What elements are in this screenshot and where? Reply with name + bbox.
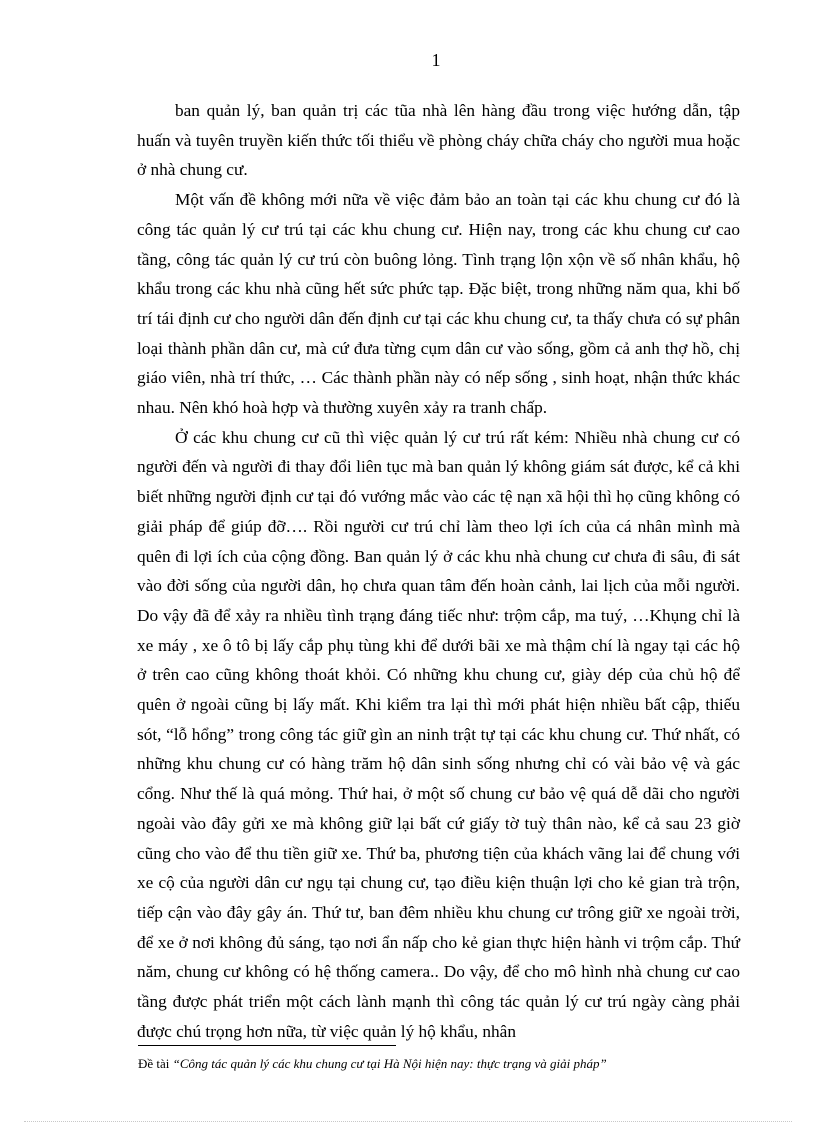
page-bottom-border <box>24 1121 792 1122</box>
footnote-topic: “Công tác quản lý các khu chung cư tại Hà Nội hiện nay: thực trạng và giải pháp” <box>172 1056 607 1071</box>
footnote-separator <box>138 1045 396 1046</box>
paragraph-2: Một vấn đề không mới nữa về việc đảm bảo an toàn tại các khu chung cư đó là công tác quản lý cư trú tại các khu chung cư. Hiện nay, trong các khu chung cư cao tầng, công tác quản lý cư trú còn buông lỏng. Tình trạng lộn xộn về số nhân khẩu, hộ khẩu trong các khu nhà cũng hết sức phức tạp. Đặc biệt, trong những năm qua, khi bố trí tái định cư cho người dân đến định cư tại các khu chung cư, ta thấy chưa có sự phân loại thành phần dân cư, mà cứ đưa từng cụm dân cư vào sống, gồm cả anh thợ hồ, chị giáo viên, nhà trí thức, … Các thành phần này có nếp sống , sinh hoạt, nhận thức khác nhau. Nên khó hoà hợp và thường xuyên xảy ra tranh chấp. <box>137 190 740 418</box>
page-number: 1 <box>431 50 441 70</box>
footnote-prefix: Đề tài <box>138 1056 173 1071</box>
paragraph-1: ban quản lý, ban quản trị các tũa nhà lên hàng đầu trong việc hướng dẫn, tập huấn và tuyên truyền kiến thức tối thiểu về phòng cháy chữa cháy cho người mua hoặc ở nhà chung cư. <box>137 101 740 180</box>
paragraph-3: Ở các khu chung cư cũ thì việc quản lý cư trú rất kém: Nhiều nhà chung cư có người đến và người đi thay đổi liên tục mà ban quản lý không giám sát được, kể cả khi biết những người định cư tại đó vướng mắc vào các tệ nạn xã hội thì họ cũng không có giải pháp để giúp đỡ…. Rồi người cư trú chỉ làm theo lợi ích của cá nhân mình mà quên đi lợi ích của cộng đồng. Ban quản lý ở các khu nhà chung cư chưa đi sâu, đi sát vào đời sống của người dân, họ chưa quan tâm đến hoàn cảnh, lai lịch của mỗi người. Do vậy đã để xảy ra nhiều tình trạng đáng tiếc như: trộm cắp, ma tuý, …Khụng chỉ là xe máy , xe ô tô bị lấy cắp phụ tùng khi để dưới bãi xe mà thậm chí là ngay tại các hộ ở trên cao cũng không thoát khỏi. Có những khu chung cư, giày dép của chủ hộ để quên ở ngoài cũng bị lấy mất. Khi kiểm tra lại thì mới phát hiện nhiều bất cập, thiếu sót, “lỗ hổng” trong công tác giữ gìn an ninh trật tự tại các khu chung cư. Thứ nhất, có những khu chung cư có hàng trăm hộ dân sinh sống nhưng chỉ có vài bảo vệ và gác cổng. Như thế là quá mỏng. Thứ hai, ở một số chung cư bảo vệ quá dễ dãi cho người ngoài vào đây gửi xe mà không giữ lại bất cứ giấy tờ tuỳ thân nào, kể cả sau 23 giờ cũng cho vào để thu tiền giữ xe. Thứ ba, phương tiện của khách vãng lai để chung với xe cộ của người dân cư ngụ tại chung cư, tạo điều kiện thuận lợi cho kẻ gian trà trộn, tiếp cận vào đây gây án. Thứ tư, ban đêm nhiều khu chung cư trông giữ xe ngoài trời, để xe ở nơi không đủ sáng, tạo nơi ẩn nấp cho kẻ gian thực hiện hành vi trộm cắp. Thứ năm, chung cư không có hệ thống camera.. Do vậy, để cho mô hình nhà chung cư cao tầng được phát triển một cách lành mạnh thì công tác quản lý cư trú ngày càng phải được chú trọng hơn nữa, từ việc quản lý hộ khẩu, nhân <box>137 427 740 1041</box>
body-text <box>137 96 740 1047</box>
footnote <box>138 1055 758 1073</box>
